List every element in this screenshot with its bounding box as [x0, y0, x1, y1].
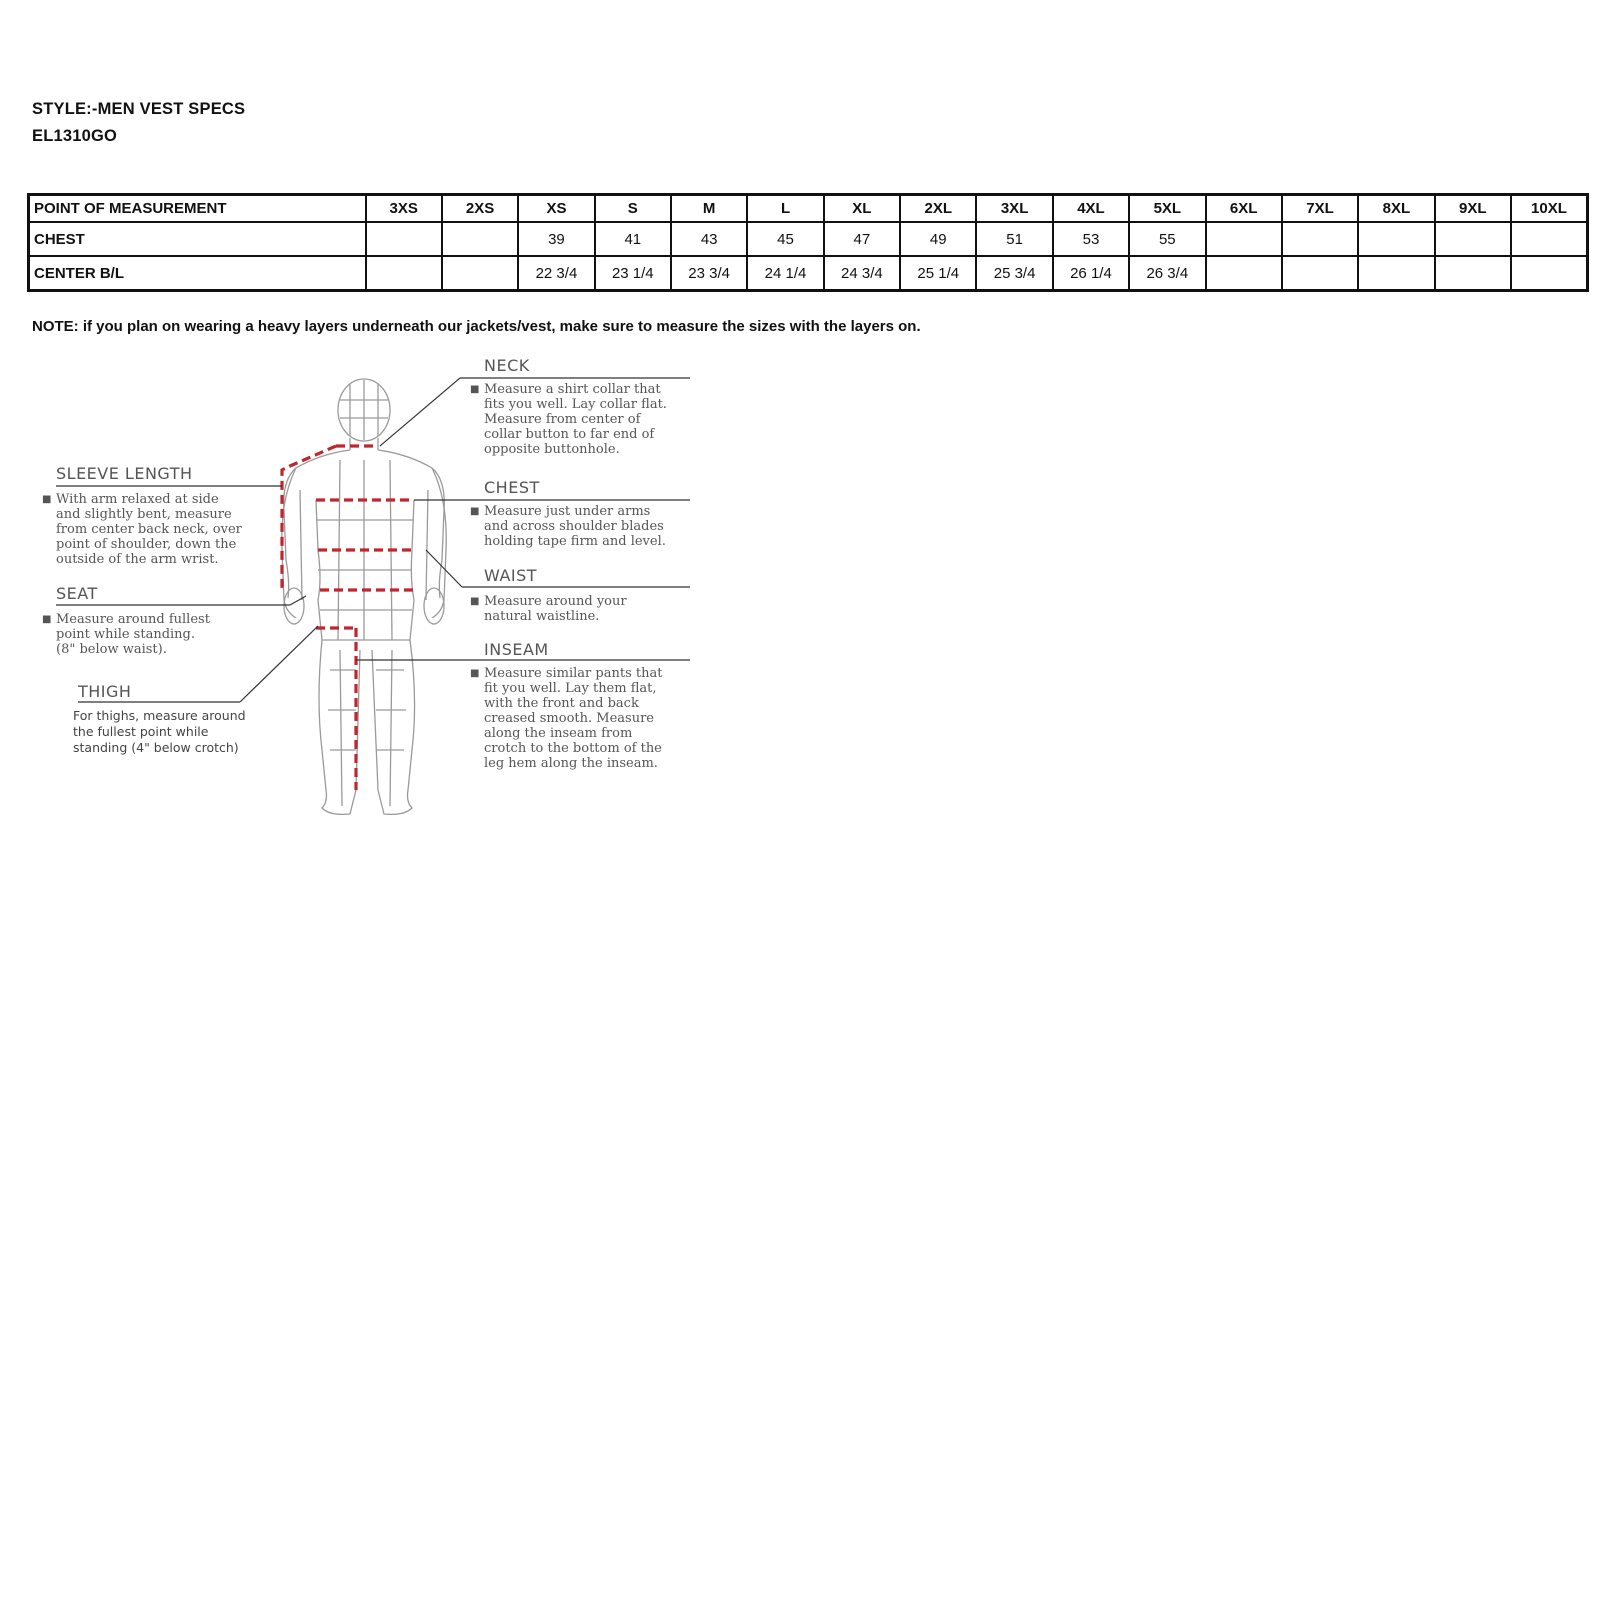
table-cell [1206, 222, 1282, 256]
description-line: with the front and back [484, 696, 639, 711]
table-cell [1435, 222, 1511, 256]
table-cell [1435, 256, 1511, 291]
column-header: 3XL [976, 195, 1052, 223]
measurement-guide [0, 350, 720, 840]
table-header-row [29, 195, 1588, 223]
table-cell: 23 3/4 [671, 256, 747, 291]
table-cell: 25 3/4 [976, 256, 1052, 291]
description-line: and across shoulder blades [484, 519, 664, 534]
chest-description [470, 504, 666, 549]
description-line: Measure a shirt collar that [484, 382, 661, 397]
sleeve-length-label: SLEEVE LENGTH [56, 464, 193, 483]
description-line: (8" below waist). [56, 642, 167, 657]
thigh-description [73, 708, 246, 756]
table-cell: 39 [518, 222, 594, 256]
table-cell: 22 3/4 [518, 256, 594, 291]
chest-label: CHEST [484, 478, 540, 497]
table-cell: 45 [747, 222, 823, 256]
table-cell: 55 [1129, 222, 1205, 256]
description-line: point while standing. [56, 627, 196, 642]
description-line: and slightly bent, measure [56, 507, 232, 522]
description-line: Measure around your [484, 594, 627, 609]
table-cell [1282, 222, 1358, 256]
column-header: 5XL [1129, 195, 1205, 223]
description-line: collar button to far end of [484, 427, 655, 442]
description-line: fit you well. Lay them flat, [484, 681, 657, 696]
table-row [29, 256, 1588, 291]
description-line: leg hem along the inseam. [484, 756, 658, 771]
body-outline [282, 379, 446, 814]
description-line: Measure from center of [484, 412, 641, 427]
column-header: POINT OF MEASUREMENT [29, 195, 366, 223]
inseam-description [470, 666, 663, 771]
seat-label: SEAT [56, 584, 98, 603]
column-header: 8XL [1358, 195, 1434, 223]
description-line: along the inseam from [484, 726, 633, 741]
description-line: holding tape firm and level. [484, 534, 666, 549]
table-row [29, 222, 1588, 256]
neck-description [470, 382, 667, 457]
description-line: creased smooth. Measure [484, 711, 654, 726]
description-line: standing (4" below crotch) [73, 740, 239, 755]
description-line: fits you well. Lay collar flat. [484, 397, 667, 412]
description-line: Measure similar pants that [484, 666, 663, 681]
column-header: 7XL [1282, 195, 1358, 223]
description-line: Measure just under arms [484, 504, 651, 519]
table-cell [1206, 256, 1282, 291]
bullet-icon: ■ [42, 614, 52, 625]
style-code: EL1310GO [32, 127, 118, 145]
column-header: S [595, 195, 671, 223]
column-header: M [671, 195, 747, 223]
description-line: point of shoulder, down the [56, 537, 237, 552]
table-cell: 26 1/4 [1053, 256, 1129, 291]
size-spec-table [27, 193, 1589, 292]
table-cell: 23 1/4 [595, 256, 671, 291]
row-label: CENTER B/L [29, 256, 366, 291]
table-cell: 49 [900, 222, 976, 256]
column-header: 2XL [900, 195, 976, 223]
bullet-icon: ■ [470, 506, 480, 517]
table-cell: 53 [1053, 222, 1129, 256]
table-cell [366, 222, 442, 256]
table-cell [1511, 222, 1588, 256]
description-line: natural waistline. [484, 609, 600, 624]
table-cell [442, 256, 518, 291]
neck-label: NECK [484, 356, 530, 375]
bullet-icon: ■ [470, 596, 480, 607]
column-header: XL [824, 195, 900, 223]
table-cell [1282, 256, 1358, 291]
column-header: 6XL [1206, 195, 1282, 223]
bullet-icon: ■ [470, 384, 480, 395]
table-cell: 51 [976, 222, 1052, 256]
waist-label: WAIST [484, 566, 538, 585]
layering-note: NOTE: if you plan on wearing a heavy layers underneath our jackets/vest, make sure to measure the sizes with the layers on. [32, 318, 921, 335]
row-label: CHEST [29, 222, 366, 256]
table-cell: 47 [824, 222, 900, 256]
description-line: Measure around fullest [56, 612, 210, 627]
bullet-icon: ■ [470, 668, 480, 679]
table-cell [442, 222, 518, 256]
column-header: 3XS [366, 195, 442, 223]
thigh-label: THIGH [78, 682, 132, 701]
description-line: crotch to the bottom of the [484, 741, 662, 756]
table-cell: 41 [595, 222, 671, 256]
table-cell: 24 3/4 [824, 256, 900, 291]
table-cell: 26 3/4 [1129, 256, 1205, 291]
table-cell: 43 [671, 222, 747, 256]
inseam-label: INSEAM [484, 640, 549, 659]
column-header: 9XL [1435, 195, 1511, 223]
column-header: 2XS [442, 195, 518, 223]
waist-description [470, 594, 627, 624]
style-heading [32, 96, 245, 150]
table-cell: 25 1/4 [900, 256, 976, 291]
column-header: 4XL [1053, 195, 1129, 223]
style-name: STYLE:-MEN VEST SPECS [32, 100, 246, 118]
column-header: XS [518, 195, 594, 223]
seat-description [42, 612, 210, 657]
description-line: from center back neck, over [56, 522, 242, 537]
table-cell: 24 1/4 [747, 256, 823, 291]
table-cell [1511, 256, 1588, 291]
description-line: With arm relaxed at side [56, 492, 219, 507]
column-header: 10XL [1511, 195, 1588, 223]
table-cell [1358, 222, 1434, 256]
description-line: opposite buttonhole. [484, 442, 620, 457]
table-cell [1358, 256, 1434, 291]
description-line: the fullest point while [73, 724, 209, 739]
description-line: outside of the arm wrist. [56, 552, 219, 567]
column-header: L [747, 195, 823, 223]
bullet-icon: ■ [42, 494, 52, 505]
sleeve-length-description [42, 492, 242, 567]
description-line: For thighs, measure around [73, 708, 246, 723]
table-cell [366, 256, 442, 291]
